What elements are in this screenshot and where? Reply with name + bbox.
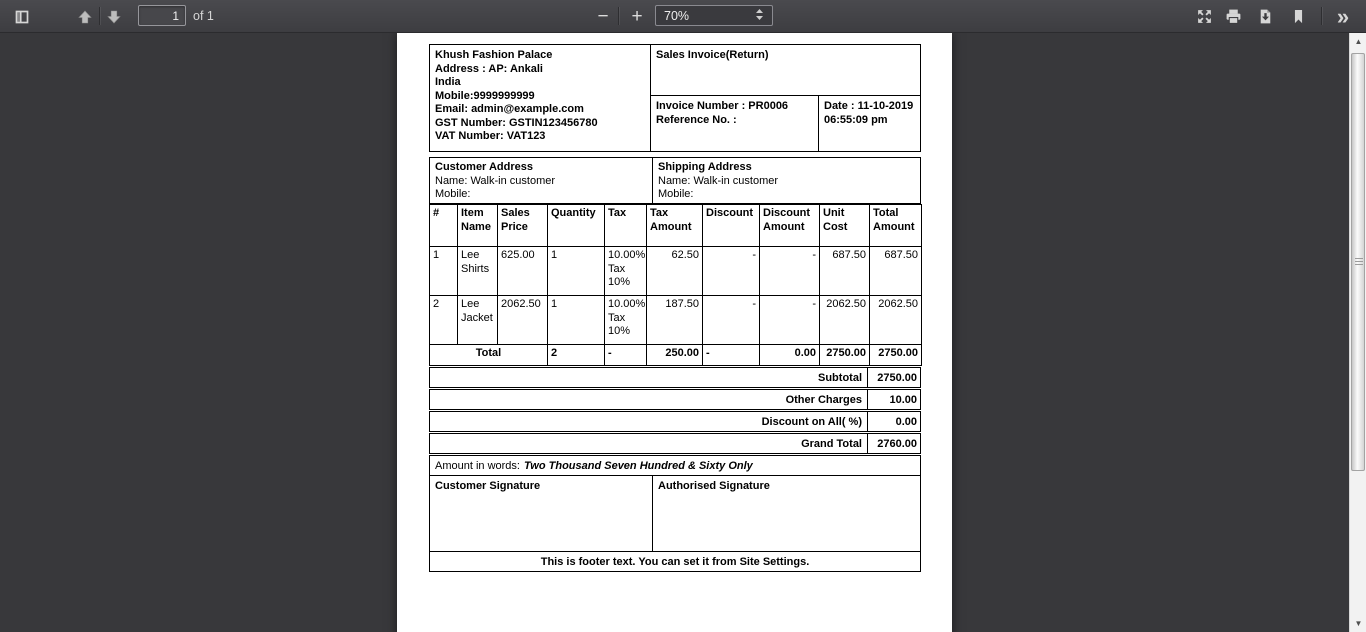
plus-icon: + [631, 6, 643, 27]
cell-tax: 10.00% Tax 10% [605, 296, 647, 345]
summary-row-subtotal [429, 367, 921, 388]
printer-icon [1225, 8, 1242, 25]
col-header: Quantity [548, 205, 605, 247]
col-header: Tax [605, 205, 647, 247]
invoice-meta [651, 45, 920, 151]
items-total-row [430, 345, 922, 366]
authorised-signature-label: Authorised Signature [658, 480, 770, 492]
summary-label: Discount on All( %) [430, 412, 868, 431]
fullscreen-icon [1196, 8, 1213, 25]
total-label: Total [430, 345, 548, 366]
invoice-footer-text: This is footer text. You can set it from Site Settings. [429, 551, 921, 572]
scroll-down-button[interactable] [1350, 615, 1366, 632]
col-header: Item Name [458, 205, 498, 247]
presentation-mode-button[interactable] [1191, 4, 1217, 29]
seller-email: Email: admin@example.com [435, 103, 584, 115]
pdf-viewer-area [0, 33, 1349, 632]
next-page-button[interactable] [101, 4, 127, 29]
summary-value: 2750.00 [877, 371, 917, 384]
seller-address: Address : AP: Ankali [435, 62, 543, 75]
arrow-down-icon [106, 9, 122, 25]
cell-quantity: 1 [548, 296, 605, 345]
amount-in-words-label: Amount in words: [435, 459, 520, 472]
seller-gst: GST Number: GSTIN123456780 [435, 116, 598, 129]
seller-info [430, 45, 651, 151]
shipping-name: Name: Walk-in customer [658, 174, 779, 187]
scroll-down-arrow-icon: ▼ [1354, 619, 1363, 628]
zoom-level-select[interactable] [655, 5, 773, 26]
col-header: Unit Cost [820, 205, 870, 247]
download-button[interactable] [1252, 4, 1278, 29]
cell-discount-amount: - [760, 247, 820, 296]
invoice-header [429, 44, 921, 152]
total-discount: - [703, 345, 760, 366]
zoom-in-button[interactable] [624, 4, 650, 29]
invoice-number: Invoice Number : PR0006 [656, 100, 789, 112]
signature-section [429, 475, 921, 552]
toolbar-separator [618, 7, 619, 25]
col-header: Total Amount [870, 205, 922, 247]
col-header: # [430, 205, 458, 247]
cell-sales-price: 625.00 [498, 247, 548, 296]
bookmark-button[interactable] [1285, 4, 1311, 29]
summary-row-discount [429, 411, 921, 432]
items-table [429, 204, 922, 366]
cell-unit-cost: 687.50 [820, 247, 870, 296]
cell-num: 2 [430, 296, 458, 345]
cell-item-name: Lee Jacket [458, 296, 498, 345]
cell-tax-amount: 62.50 [647, 247, 703, 296]
cell-item-name: Lee Shirts [458, 247, 498, 296]
cell-discount-amount: - [760, 296, 820, 345]
cell-num: 1 [430, 247, 458, 296]
pdf-toolbar [0, 0, 1366, 33]
invoice-date: Date : 11-10-2019 [824, 100, 914, 112]
invoice-date-cell [819, 96, 920, 151]
zoom-out-button[interactable] [590, 4, 616, 29]
minus-icon: − [597, 6, 609, 27]
scrollbar-thumb[interactable] [1351, 53, 1365, 471]
toolbar-separator [1321, 7, 1322, 25]
cell-tax-amount: 187.50 [647, 296, 703, 345]
col-header: Tax Amount [647, 205, 703, 247]
seller-vat: VAT Number: VAT123 [435, 130, 546, 142]
summary-row-other-charges [429, 389, 921, 410]
total-discount-amount: 0.00 [760, 345, 820, 366]
amount-in-words-row [429, 455, 921, 476]
sidebar-icon [14, 9, 30, 25]
shipping-address-heading: Shipping Address [658, 161, 752, 173]
cell-total-amount: 687.50 [870, 247, 922, 296]
invoice-number-cell [651, 96, 819, 151]
page-number-input[interactable] [138, 5, 186, 26]
tools-menu-button[interactable] [1330, 4, 1356, 29]
page-count-label: of 1 [193, 9, 214, 23]
toolbar-separator [99, 7, 100, 25]
address-section [429, 157, 921, 204]
summary-label: Subtotal [430, 368, 868, 387]
scrollbar-grip-icon [1355, 258, 1363, 266]
arrow-up-icon [77, 9, 93, 25]
cell-tax: 10.00% Tax 10% [605, 247, 647, 296]
scroll-up-button[interactable] [1350, 33, 1366, 50]
items-header-row [430, 205, 922, 247]
shipping-address [653, 158, 920, 203]
invoice-title: Sales Invoice(Return) [651, 45, 920, 96]
previous-page-button[interactable] [72, 4, 98, 29]
total-total-amount: 2750.00 [870, 345, 922, 366]
invoice-document [429, 44, 921, 572]
customer-name: Name: Walk-in customer [435, 174, 556, 187]
toggle-sidebar-button[interactable] [9, 4, 35, 29]
print-button[interactable] [1220, 4, 1246, 29]
reference-no: Reference No. : [656, 113, 737, 126]
customer-mobile: Mobile: [435, 188, 471, 200]
col-header: Discount [703, 205, 760, 247]
total-unit-cost: 2750.00 [820, 345, 870, 366]
double-chevron-icon: » [1336, 3, 1350, 29]
seller-name: Khush Fashion Palace [435, 49, 553, 61]
zoom-level-value: 70% [664, 8, 690, 23]
download-icon [1257, 8, 1274, 25]
cell-total-amount: 2062.50 [870, 296, 922, 345]
customer-address [430, 158, 653, 203]
seller-country: India [435, 76, 461, 88]
col-header: Discount Amount [760, 205, 820, 247]
pdf-page [397, 33, 952, 632]
cell-quantity: 1 [548, 247, 605, 296]
vertical-scrollbar[interactable] [1349, 33, 1366, 632]
amount-in-words-value: Two Thousand Seven Hundred & Sixty Only [523, 459, 753, 472]
item-row [430, 247, 922, 296]
total-tax: - [605, 345, 647, 366]
customer-signature-label: Customer Signature [430, 476, 653, 551]
cell-sales-price: 2062.50 [498, 296, 548, 345]
seller-mobile: Mobile:9999999999 [435, 89, 535, 102]
summary-value: 0.00 [895, 415, 917, 428]
cell-discount: - [703, 247, 760, 296]
summary-value: 2760.00 [877, 437, 917, 450]
scroll-up-arrow-icon: ▲ [1354, 37, 1363, 46]
summary-label: Grand Total [430, 434, 868, 453]
select-spinner-icon [755, 8, 764, 24]
bookmark-icon [1291, 8, 1306, 25]
customer-address-heading: Customer Address [435, 161, 534, 173]
summary-value: 10.00 [889, 393, 917, 406]
item-row [430, 296, 922, 345]
invoice-time: 06:55:09 pm [824, 113, 888, 126]
summary-row-grand-total [429, 433, 921, 454]
cell-discount: - [703, 296, 760, 345]
cell-unit-cost: 2062.50 [820, 296, 870, 345]
total-tax-amount: 250.00 [647, 345, 703, 366]
shipping-mobile: Mobile: [658, 188, 694, 200]
summary-label: Other Charges [430, 390, 868, 409]
col-header: Sales Price [498, 205, 548, 247]
total-quantity: 2 [548, 345, 605, 366]
